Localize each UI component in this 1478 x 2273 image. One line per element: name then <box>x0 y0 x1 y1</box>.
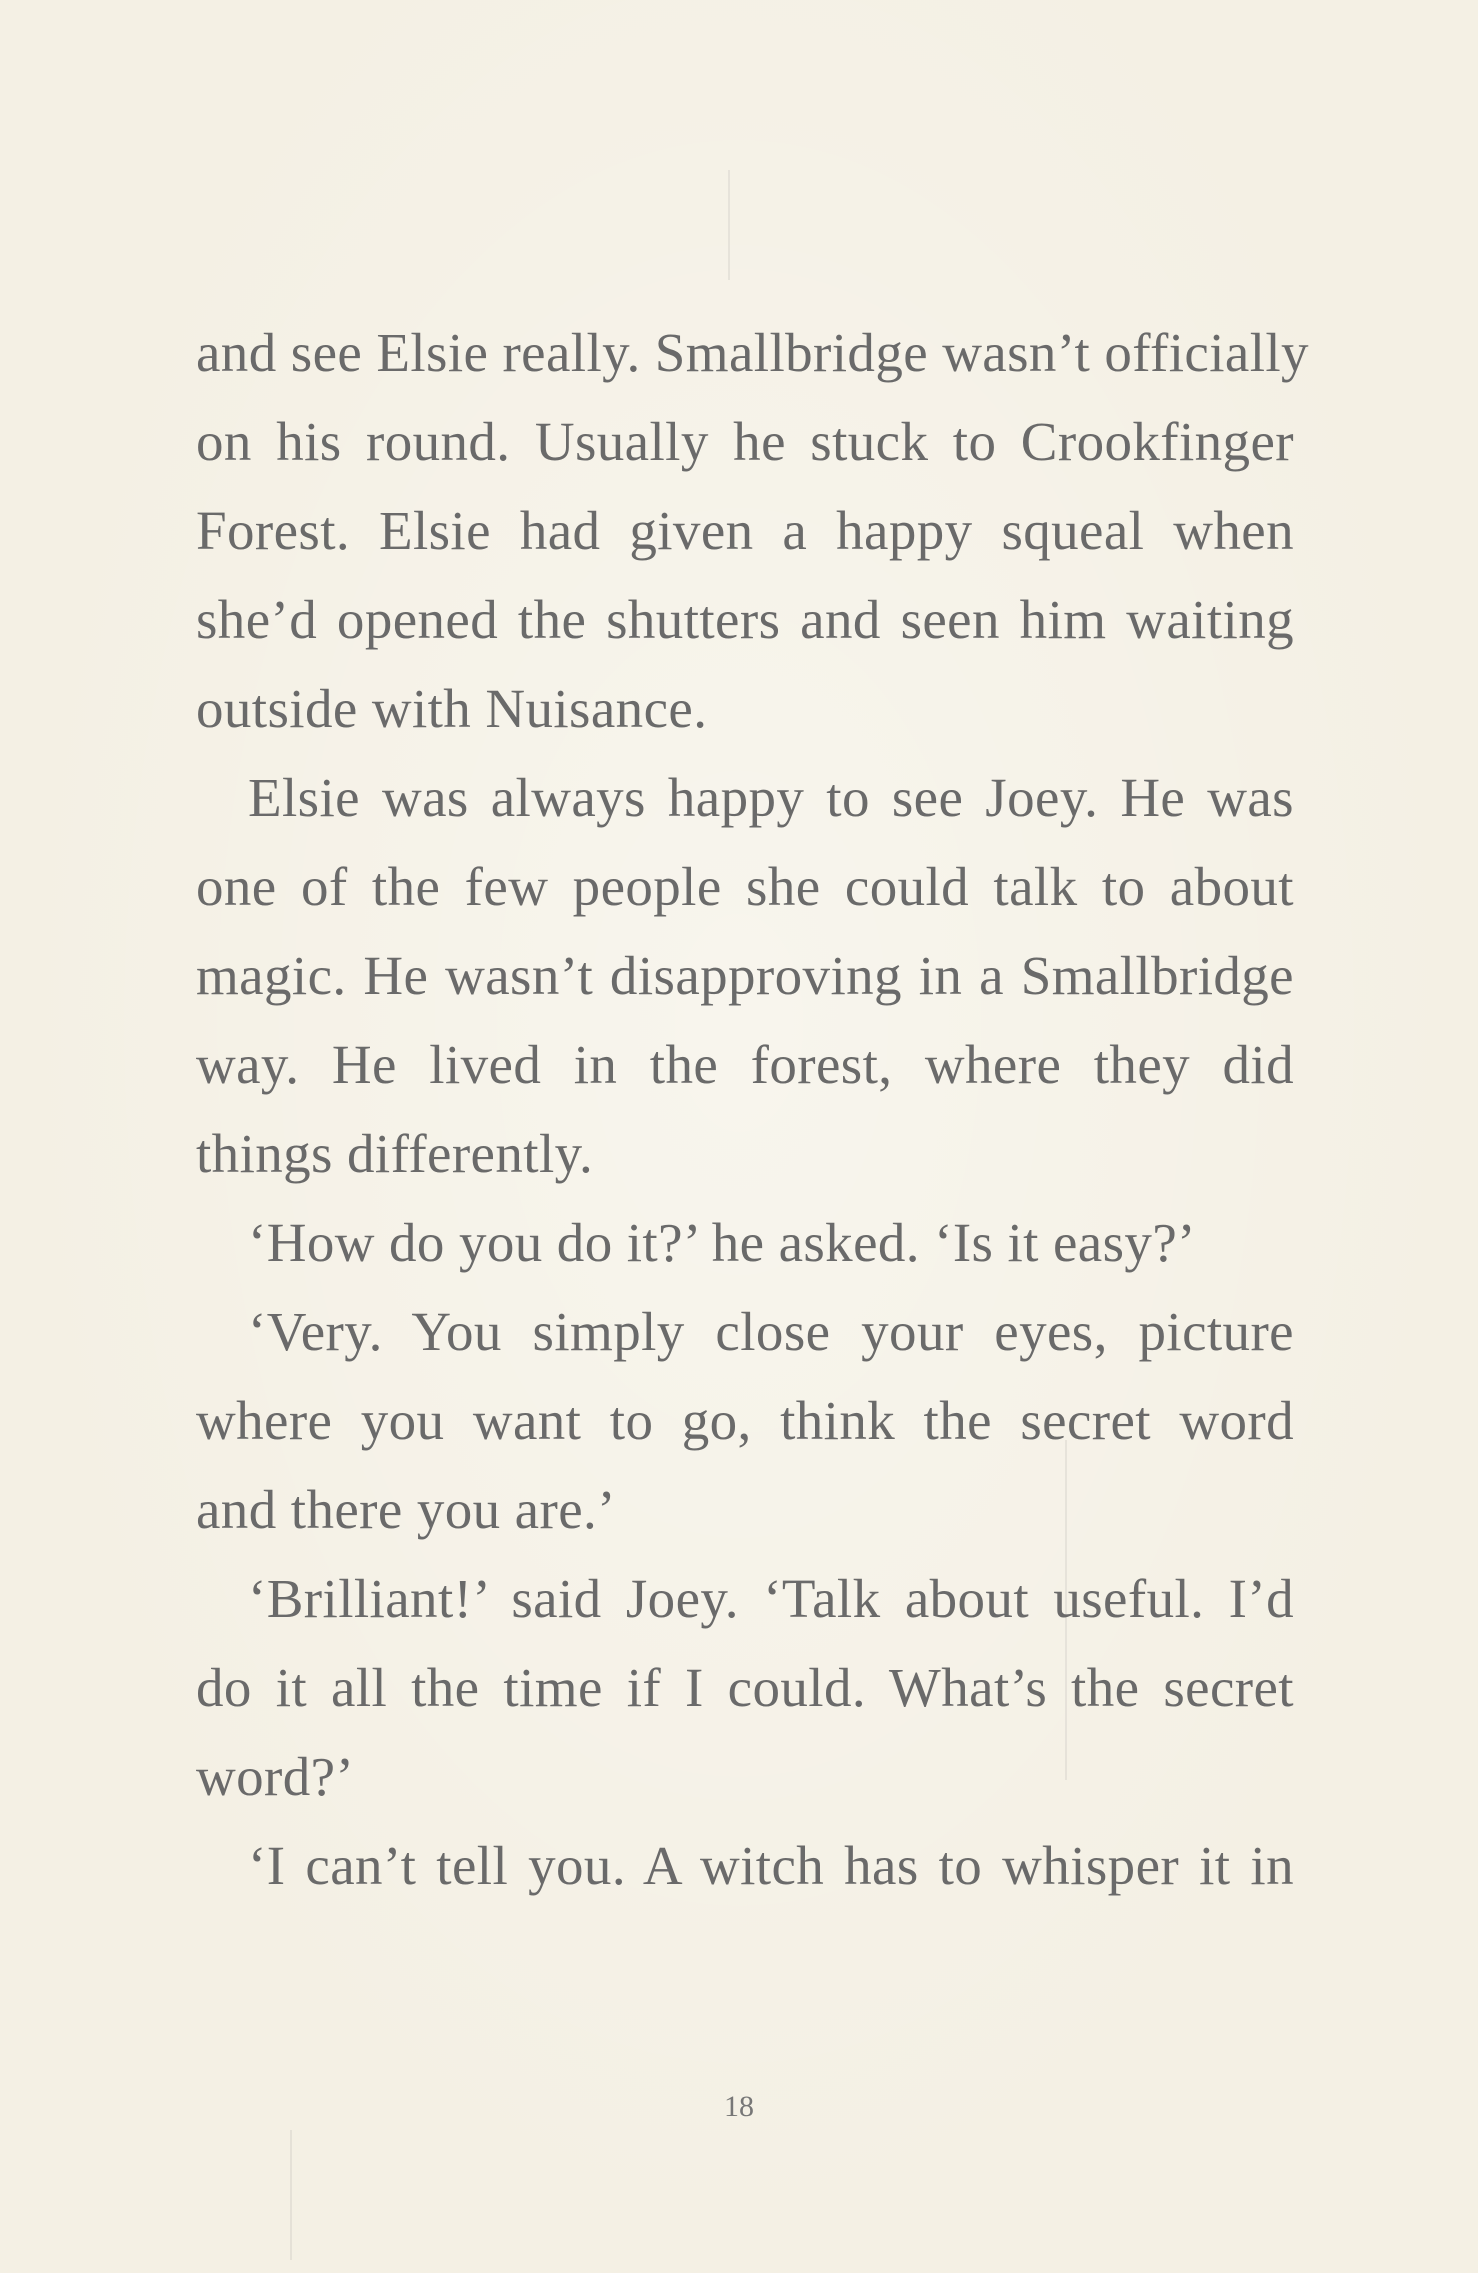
text-line: ‘How do you do it?’ he asked. ‘Is it easy?’ <box>248 1212 1196 1273</box>
text-line: she’d opened the shutters and seen him waiting <box>196 589 1294 650</box>
text-line: and see Elsie really. Smallbridge wasn’t officially <box>196 322 1309 383</box>
text-line: word?’ <box>196 1746 355 1807</box>
text-line: way. He lived in the forest, where they did <box>196 1034 1294 1095</box>
scan-mark <box>290 2130 292 2260</box>
text-line: and there you are.’ <box>196 1479 616 1540</box>
text-line: on his round. Usually he stuck to Crookfinger <box>196 411 1294 472</box>
body-text <box>196 308 1309 1910</box>
text-line: where you want to go, think the secret word <box>196 1390 1294 1451</box>
scan-mark <box>728 170 730 280</box>
text-line: Forest. Elsie had given a happy squeal when <box>196 500 1294 561</box>
text-line: things differently. <box>196 1123 594 1184</box>
text-line: do it all the time if I could. What’s the secret <box>196 1657 1294 1718</box>
text-line: ‘Very. You simply close your eyes, picture <box>248 1301 1294 1362</box>
text-line: outside with Nuisance. <box>196 678 708 739</box>
text-line: one of the few people she could talk to about <box>196 856 1294 917</box>
text-line: ‘Brilliant!’ said Joey. ‘Talk about useful. I’d <box>248 1568 1294 1629</box>
text-line: magic. He wasn’t disapproving in a Smallbridge <box>196 945 1294 1006</box>
text-line: Elsie was always happy to see Joey. He was <box>248 767 1294 828</box>
page-number: 18 <box>724 2090 754 2123</box>
text-line: ‘I can’t tell you. A witch has to whisper it in <box>248 1835 1294 1896</box>
